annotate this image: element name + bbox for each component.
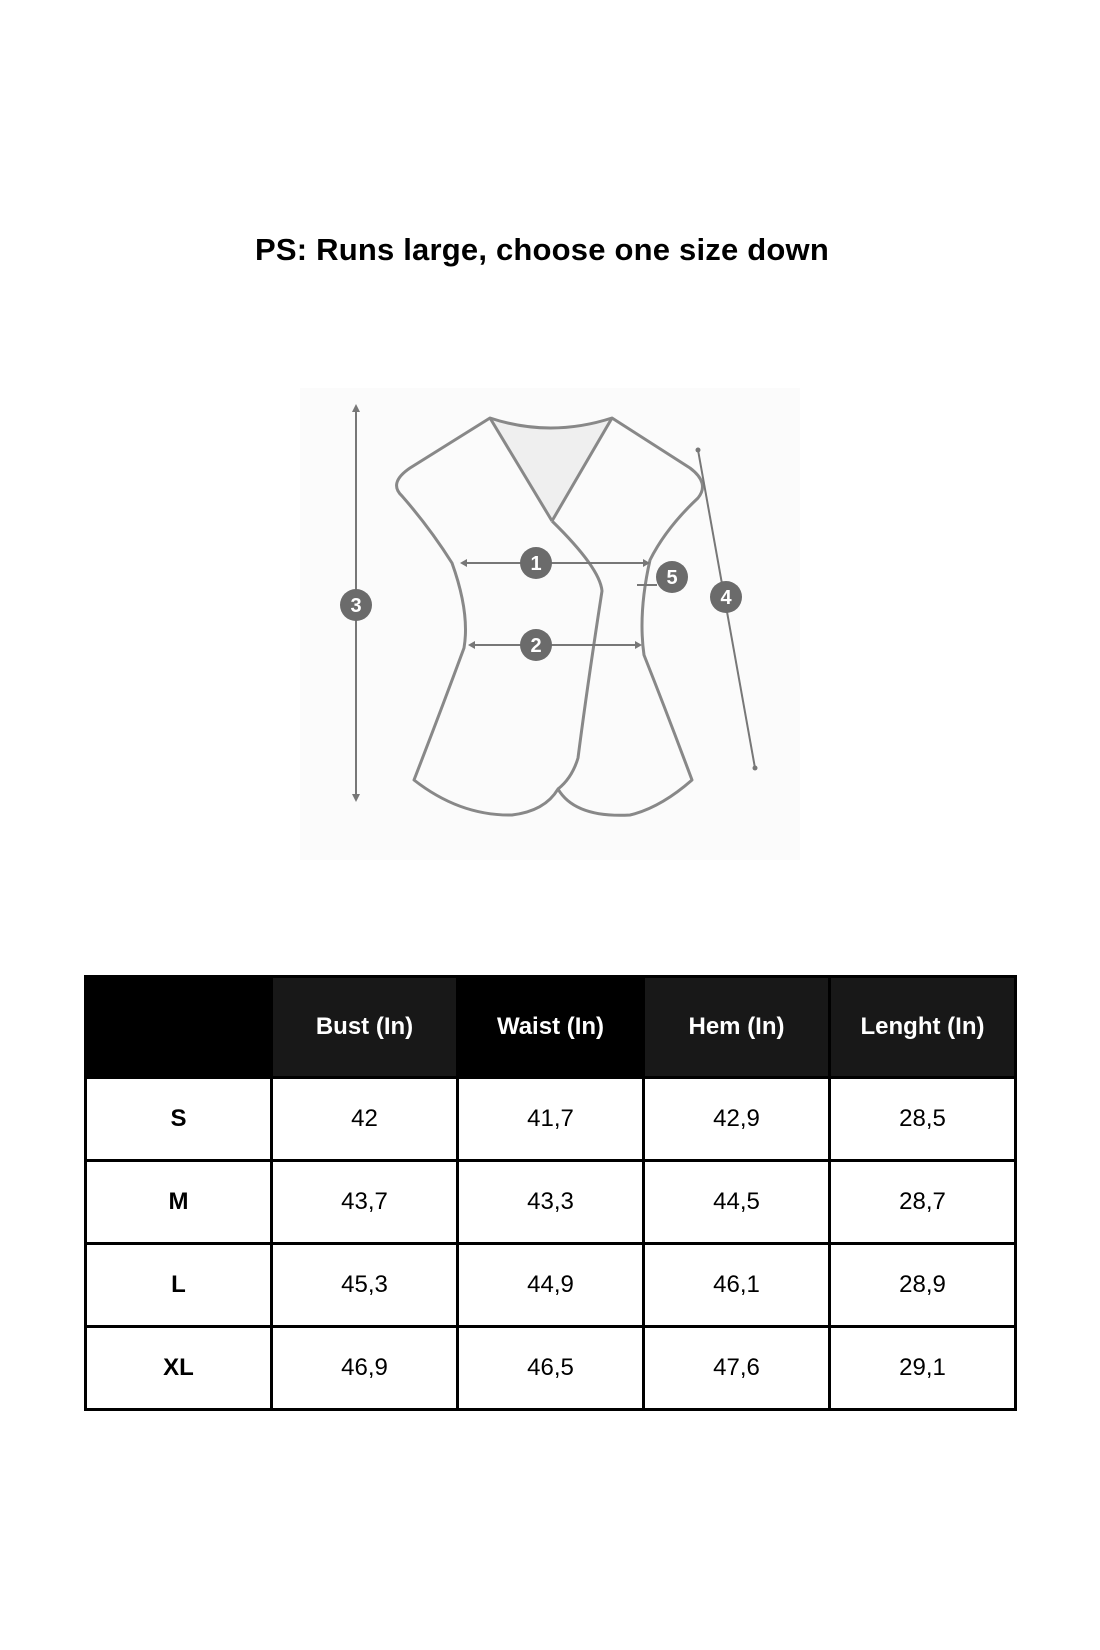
bust-value: 45,3 — [272, 1244, 458, 1327]
size-note: PS: Runs large, choose one size down — [255, 232, 829, 267]
bust-value: 42 — [272, 1078, 458, 1161]
header-bust: Bust (In) — [272, 977, 458, 1078]
marker-1-label: 1 — [530, 553, 542, 575]
table-row — [86, 1327, 1016, 1410]
hem-value: 44,5 — [644, 1161, 830, 1244]
marker-2-label: 2 — [530, 635, 542, 657]
size-label: M — [86, 1161, 272, 1244]
length-value: 28,7 — [830, 1161, 1016, 1244]
header-size — [86, 977, 272, 1078]
wrap-overlap — [552, 521, 602, 789]
side-measure-end-top — [696, 448, 701, 453]
hem-value: 47,6 — [644, 1327, 830, 1410]
waist-arrow-left — [468, 641, 475, 649]
bust-value: 43,7 — [272, 1161, 458, 1244]
waist-value: 41,7 — [458, 1078, 644, 1161]
table-header-row — [86, 977, 1016, 1078]
length-arrow-top — [352, 404, 360, 412]
size-label: XL — [86, 1327, 272, 1410]
size-label: S — [86, 1078, 272, 1161]
size-label: L — [86, 1244, 272, 1327]
bust-arrow-left — [460, 559, 467, 567]
waist-value: 44,9 — [458, 1244, 644, 1327]
marker-5 — [656, 561, 688, 593]
bust-value: 46,9 — [272, 1327, 458, 1410]
waist-arrow-right — [635, 641, 642, 649]
marker-3 — [340, 589, 372, 621]
size-chart-table — [84, 975, 1017, 1411]
length-value: 28,9 — [830, 1244, 1016, 1327]
length-value: 29,1 — [830, 1327, 1016, 1410]
side-measure-end-bottom — [753, 766, 758, 771]
marker-3-label: 3 — [350, 595, 362, 617]
header-length: Lenght (In) — [830, 977, 1016, 1078]
marker-4 — [710, 581, 742, 613]
marker-5-label: 5 — [666, 567, 678, 589]
hem-value: 42,9 — [644, 1078, 830, 1161]
marker-4-label: 4 — [720, 587, 732, 609]
table-row — [86, 1161, 1016, 1244]
vest-illustration — [300, 388, 800, 860]
hem-value: 46,1 — [644, 1244, 830, 1327]
header-waist: Waist (In) — [458, 977, 644, 1078]
length-value: 28,5 — [830, 1078, 1016, 1161]
garment-diagram — [300, 388, 800, 860]
neckline-fill — [490, 418, 612, 521]
marker-1 — [520, 547, 552, 579]
marker-2 — [520, 629, 552, 661]
header-hem: Hem (In) — [644, 977, 830, 1078]
length-arrow-bottom — [352, 794, 360, 802]
table-row — [86, 1244, 1016, 1327]
waist-value: 43,3 — [458, 1161, 644, 1244]
waist-value: 46,5 — [458, 1327, 644, 1410]
table-row — [86, 1078, 1016, 1161]
